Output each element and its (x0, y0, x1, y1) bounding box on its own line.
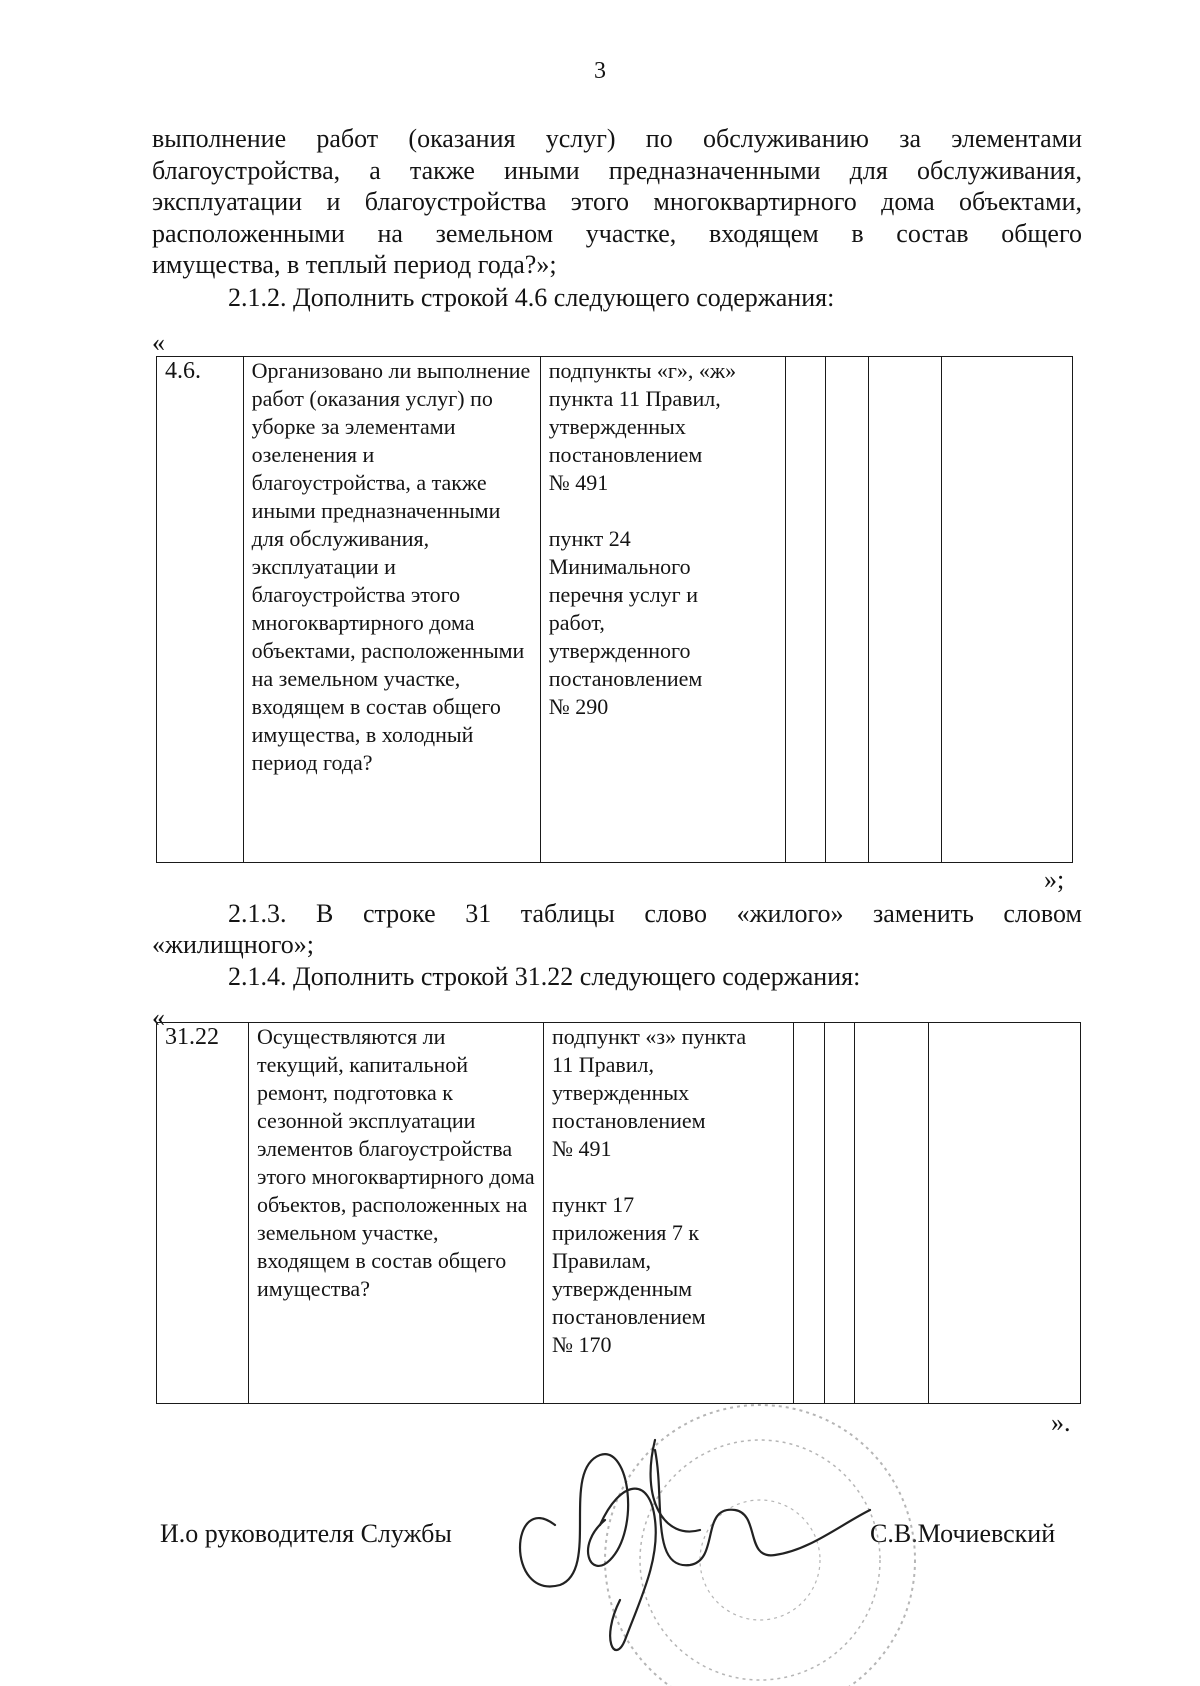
intro-line: благоустройства, а также иными предназначенными для обслуживания, (152, 155, 1082, 185)
intro-line: имущества, в теплый период года?»; (152, 250, 557, 279)
item-2-1-4: 2.1.4. Дополнить строкой 31.22 следующего содержания: (228, 962, 861, 991)
row-number: 4.6. (157, 357, 244, 863)
row-question: Организовано ли выполнение работ (оказания услуг) по уборке за элементами озеленения и благоустройства, а также иными предназначенными для обслуживания, эксплуатации и благоустройства этого многоквартирного дома объектами, расположенными на земельном участке, входящем в состав общего имущества, в холодный период года? (243, 357, 540, 863)
empty-cell (929, 1023, 1081, 1404)
intro-line: эксплуатации и благоустройства этого многоквартирного дома объектами, (152, 187, 1082, 216)
item-2-1-3-line2: «жилищного»; (152, 930, 314, 959)
official-stamp (605, 1405, 915, 1686)
handwritten-signature (520, 1440, 870, 1650)
item-2-1-2: 2.1.2. Дополнить строкой 4.6 следующего содержания: (228, 283, 835, 312)
row-references (540, 357, 786, 863)
row-references (544, 1023, 794, 1404)
signatory-name: С.В.Мочиевский (870, 1519, 1056, 1548)
table-row-4-6 (156, 356, 1073, 863)
signatory-position: И.о руководителя Службы (160, 1519, 452, 1548)
empty-cell (826, 357, 868, 863)
reference-minimal-list-290: пункт 24 Минимального перечня услуг и работ, утвержденного постановлением № 290 (548, 526, 703, 719)
intro-line: выполнение работ (оказания услуг) по обслуживанию за элементами (152, 124, 1082, 153)
empty-cell (794, 1023, 824, 1404)
table2-close-quote: ». (1051, 1408, 1071, 1437)
table2-open-quote: « (152, 1003, 165, 1032)
row-number: 31.22 (157, 1023, 249, 1404)
reference-rules-491: подпункты «г», «ж» пункта 11 Правил, утвержденных постановлением № 491 (548, 358, 737, 495)
table1-open-quote: « (152, 328, 165, 357)
intro-line: расположенными на земельном участке, входящем в состав общего (152, 218, 1082, 248)
empty-cell (786, 357, 826, 863)
item-2-1-3-line1: 2.1.3. В строке 31 таблицы слово «жилого» заменить словом (228, 899, 1082, 928)
empty-cell (854, 1023, 928, 1404)
table1-close-quote: »; (1044, 865, 1065, 894)
empty-cell (824, 1023, 854, 1404)
page-number: 3 (594, 58, 606, 84)
row-question: Осуществляются ли текущий, капитальной ремонт, подготовка к сезонной эксплуатации элементов благоустройства этого многоквартирного дома объектов, расположенных на земельном участке, входящем в состав общего имущества? (249, 1023, 544, 1404)
intro-paragraph (152, 123, 1082, 281)
empty-cell (941, 357, 1072, 863)
reference-appendix-170: пункт 17 приложения 7 к Правилам, утвержденным постановлением № 170 (552, 1192, 706, 1357)
table-row-31-22 (156, 1022, 1081, 1404)
reference-rules-491: подпункт «з» пункта 11 Правил, утвержденных постановлением № 491 (552, 1024, 747, 1161)
empty-cell (868, 357, 941, 863)
